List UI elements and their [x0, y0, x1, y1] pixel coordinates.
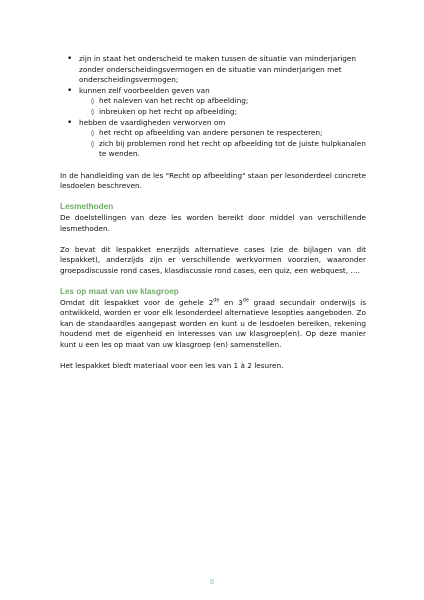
list-item-text: zijn in staat het onderscheid te maken tussen de situatie van minderjarigen zonder onderscheidingsvermogen en de situatie van minderjarigen met onderscheidingsvermogen; [79, 54, 356, 85]
sub-list-item: ◊ zich bij problemen rond het recht op afbeelding tot de juiste hulpkanalen te wenden. [79, 139, 366, 160]
closing-paragraph: Het lespakket biedt materiaal voor een les van 1 à 2 lesuren. [60, 361, 284, 371]
section-heading-lesmethoden: Lesmethoden [60, 202, 114, 212]
page-content [60, 54, 366, 372]
intro-paragraph: In de handleiding van de les "Recht op afbeelding" staan per lesonderdeel concrete lesdoelen beschreven. [60, 170, 366, 191]
list-item [60, 86, 366, 118]
sub-list [79, 96, 366, 117]
list-item-text: hebben de vaardigheden verworven om [79, 117, 226, 127]
sub-list-item: ◊ het naleven van het recht op afbeelding; [79, 96, 366, 107]
list-item [60, 54, 366, 86]
lesmethoden-paragraph-1: De doelstellingen van deze les worden bereikt door middel van verschillende lesmethoden. [60, 212, 366, 233]
paragraph-text-middle: en 3 [219, 297, 243, 307]
page-number: 6 [209, 577, 215, 586]
sub-list-item: ◊ het recht op afbeelding van andere personen te respecteren; [79, 128, 366, 139]
superscript-de: de [242, 298, 249, 304]
sub-list [79, 128, 366, 160]
les-op-maat-paragraph [60, 298, 366, 351]
paragraph-text-end: graad secundair onderwijs is ontwikkeld, worden er voor elk lesonderdeel alternatieve lesopties aangeboden. Zo kan de standaardles aangepast worden en kunt u de lesdoelen bereiken, rekening houdend met de eigenheid en interesses van uw klasgroep(en). Op deze manier kunt u een les op maat van uw klasgroep (en) samenstellen. [60, 297, 367, 350]
lesmethoden-paragraph-2: Zo bevat dit lespakket enerzijds alternatieve cases (zie de bijlagen van dit lespakket), anderzijds zijn er verschillende werkvormen voorzien, waaronder groepsdiscussie rond cases, klasdiscussie rond cases, een quiz, een webquest, …. [60, 244, 366, 275]
list-item [60, 118, 366, 160]
section-heading-les-op-maat: Les op maat van uw klasgroep [60, 287, 179, 297]
list-item-text: kunnen zelf voorbeelden geven van [79, 85, 210, 95]
superscript-de: de [213, 298, 220, 304]
sub-list-item: ◊ inbreuken op het recht op afbeelding; [79, 107, 366, 118]
learning-goals-list [60, 54, 366, 160]
paragraph-text-start: Omdat dit lespakket voor de gehele 2 [60, 297, 214, 307]
